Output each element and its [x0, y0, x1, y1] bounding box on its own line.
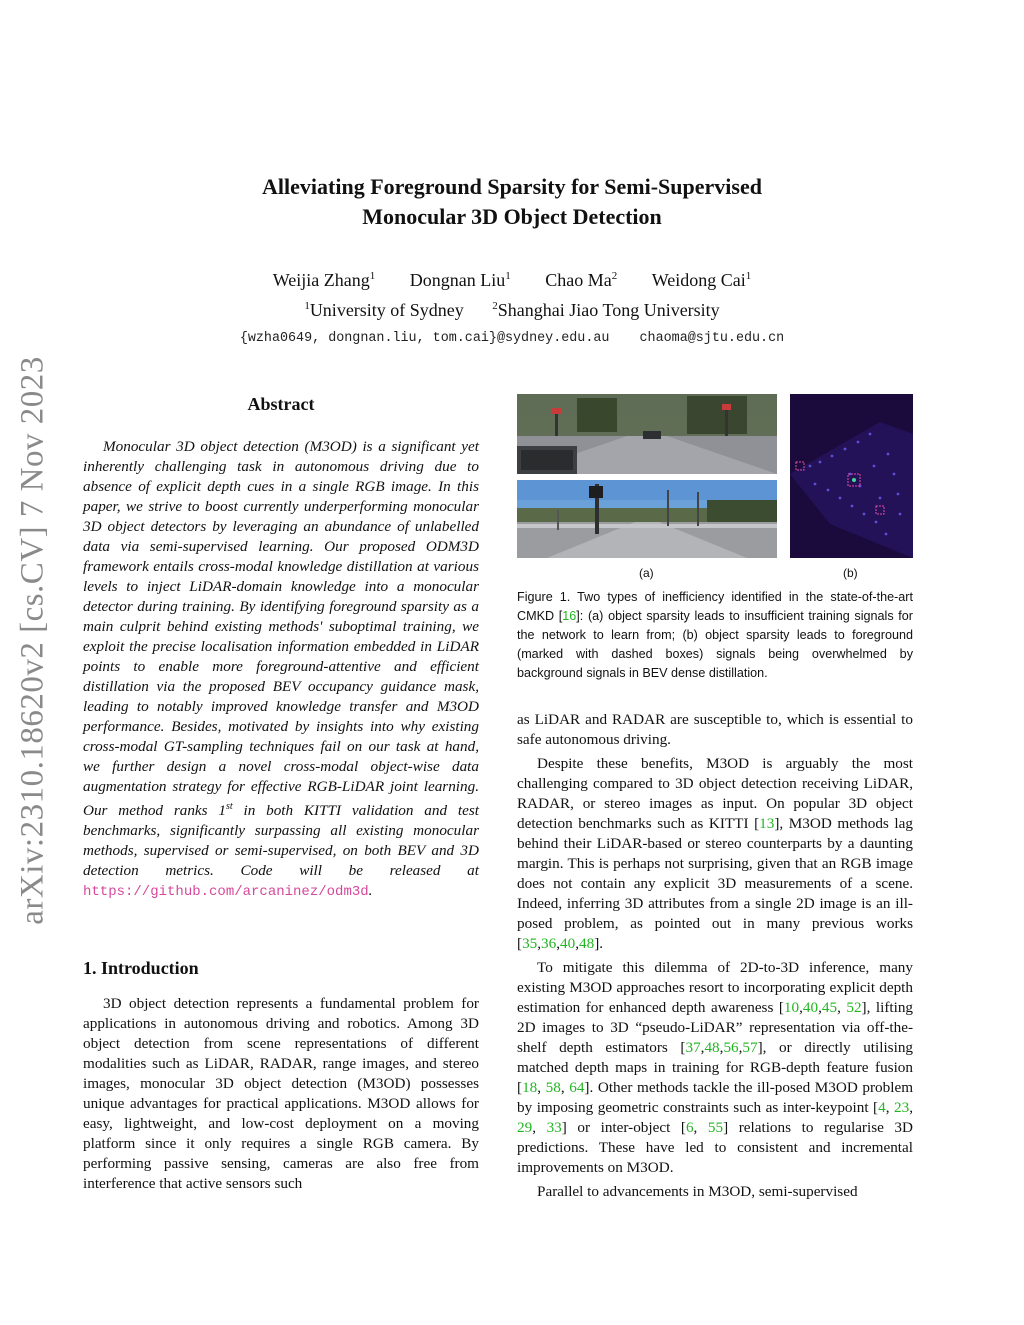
text: ], M3OD methods lag behind their LiDAR-based or stereo counterparts by a daunting margin. This is perhaps not surprising, given that an RGB image does not contain any explicit 3D measurements of a scene. Indeed, inferring 3D attributes from a single 2D image is an ill-posed problem, as pointed out in many previous works [ [517, 815, 913, 952]
author-name: Weidong Cai [651, 270, 746, 290]
citation-link[interactable]: 6 [685, 1119, 694, 1136]
citation-link[interactable]: 52 [846, 999, 862, 1016]
citation-link[interactable]: 40 [560, 935, 576, 952]
right-column-body [517, 710, 913, 1206]
affiliation-name: University of Sydney [309, 300, 464, 320]
citation-link[interactable]: 13 [759, 815, 775, 832]
affiliation [492, 300, 719, 320]
title-line-1: Alleviating Foreground Sparsity for Semi-Supervised [262, 174, 762, 199]
abstract-body: Monocular 3D object detection (M3OD) is a significant yet inherently challenging task in autonomous driving due to absence of explicit depth cues in a single RGB image. In this paper, we strive to boost currently underperforming monocular 3D object detectors by leveraging an abundance of unlabelled data via semi-supervised learning. Our proposed ODM3D framework entails cross-modal knowledge distillation at various levels to inject LiDAR-domain knowledge into a monocular detector during training. By identifying foreground sparsity as a main culprit behind existing methods' suboptimal training, we exploit the precise localisation information embedded in LiDAR points to enable more foreground-attentive and efficient distillation via the proposed BEV occupancy guidance mask, leading to notably improved knowledge transfer and M3OD performance. Besides, motivated by insights into why existing cross-modal GT-sampling techniques fail on our task at hand, we further design a novel cross-modal object-wise data augmentation strategy for effective RGB-LiDAR joint learning. Our method ranks 1 [83, 438, 479, 820]
citation-link[interactable]: 4 [878, 1099, 886, 1116]
text: ] or inter-object [ [561, 1119, 686, 1136]
author-name: Weijia Zhang [272, 270, 370, 290]
author-mark: 2 [611, 270, 618, 282]
title-line-2: Monocular 3D Object Detection [362, 204, 662, 229]
citation-link[interactable]: 35 [522, 935, 538, 952]
caption-text: Figure 1. Two types of inefficiency identified in the state-of-the-art CMKD [ [517, 590, 913, 623]
citation-link[interactable]: 57 [742, 1039, 758, 1056]
citation-link[interactable]: 36 [541, 935, 557, 952]
author-mark: 1 [369, 270, 376, 282]
arxiv-id: arXiv:2310.18620v2 [cs.CV] 7 Nov 2023 [14, 355, 51, 925]
figure-label-a: (a) [639, 566, 654, 580]
author [273, 270, 376, 290]
figure-image-a-top [517, 394, 777, 474]
figure-1 [517, 394, 913, 584]
text: ], or directly utilising matched depth maps in training for RGB-depth feature fusion [ [517, 1039, 914, 1096]
arxiv-stamp [10, 355, 56, 925]
intro-heading: 1. Introduction [83, 958, 199, 978]
email-list [0, 331, 1024, 346]
figure-image-a-bottom [517, 480, 777, 558]
text: ]. [594, 935, 604, 952]
citation-link[interactable]: 33 [546, 1119, 562, 1136]
abstract-text [83, 437, 479, 902]
citation-link[interactable]: 45 [821, 999, 838, 1016]
citation-link[interactable]: 48 [704, 1039, 720, 1056]
author-mark: 1 [745, 270, 752, 282]
text: ], lifting 2D images to 3D “pseudo-LiDAR” representation via off-the-shelf depth estimators [ [517, 999, 914, 1056]
citation-link[interactable]: 37 [685, 1039, 701, 1056]
email: chaoma@sjtu.edu.cn [639, 331, 785, 346]
author-name: Chao Ma [545, 270, 612, 290]
author [410, 270, 511, 290]
author-mark: 1 [505, 270, 511, 282]
affiliation [304, 300, 463, 320]
citation-link[interactable]: 40 [802, 999, 819, 1016]
paragraph: Despite these benefits, M3OD is arguably the most challenging compared to 3D object detection receiving LiDAR, RADAR, or stereo images as input. On popular 3D object detection benchmarks such as KITTI [13], M3OD methods lag behind their LiDAR-based or stereo counterparts by a daunting margin. This is perhaps not surprising, given that an RGB image does not contain any explicit 3D measurements of a scene. Indeed, inferring 3D attributes from a single 2D image is an ill-posed problem, as pointed out in many previous works [35,36,40,48]. [517, 755, 913, 952]
citation-link[interactable]: 58 [545, 1079, 561, 1096]
text: ]. Other methods tackle the ill-posed M3OD problem by imposing geometric constraints such as inter-keypoint [ [517, 1079, 914, 1116]
text: Despite these benefits, M3OD is arguably the most challenging compared to 3D object detection receiving LiDAR, RADAR, or stereo images as input. On popular 3D object detection benchmarks such as KITTI [ [517, 755, 913, 832]
paper-title [0, 172, 1024, 232]
affiliation-list [0, 300, 1024, 321]
email: {wzha0649, dongnan.liu, tom.cai}@sydney.edu.au [239, 331, 610, 346]
citation-link[interactable]: 48 [579, 935, 595, 952]
affiliation-mark: 2 [492, 300, 498, 312]
abstract-heading: Abstract [247, 394, 315, 414]
author [545, 270, 617, 290]
citation-link[interactable]: 10 [783, 999, 800, 1016]
abstract-body-cont: in both KITTI validation and test benchmarks, significantly surpassing all existing monocular methods, supervised or semi-supervised, on both BEV and 3D detection metrics. Code will be released at [83, 802, 479, 880]
bev-lidar-image [790, 394, 913, 558]
text: ] relations to regularise 3D predictions. These have led to consistent and incremental improvements on M3OD. [517, 1119, 913, 1176]
citation-link[interactable]: 23 [894, 1099, 910, 1116]
figure-image-b [790, 394, 913, 558]
citation-link[interactable]: 16 [562, 609, 577, 623]
figure-caption [517, 588, 913, 683]
paragraph: Parallel to advancements in M3OD, semi-supervised [537, 1183, 858, 1200]
road-scene-top-image [517, 394, 777, 474]
abstract-superscript: st [225, 801, 233, 812]
affiliation-mark: 1 [304, 300, 310, 312]
caption-text-cont: ]: (a) object sparsity leads to insufficient training signals for the network to learn from; (b) object sparsity leads to foreground (marked with dashed boxes) signals being overwhelmed by background signals in BEV dense distillation. [517, 609, 914, 680]
affiliation-name: Shanghai Jiao Tong University [497, 300, 720, 320]
author-name: Dongnan Liu [409, 270, 506, 290]
citation-link[interactable]: 64 [569, 1079, 585, 1096]
figure-label-b: (b) [843, 566, 858, 580]
code-link[interactable]: https://github.com/arcaninez/odm3d [83, 884, 369, 901]
paragraph: as LiDAR and RADAR are susceptible to, which is essential to safe autonomous driving. [517, 711, 913, 748]
citation-link[interactable]: 55 [707, 1119, 724, 1136]
author-list [0, 270, 1024, 291]
citation-link[interactable]: 29 [517, 1119, 533, 1136]
paragraph: To mitigate this dilemma of 2D-to-3D inference, many existing M3OD approaches resort to incorporating explicit depth estimation for enhanced depth awareness [10,40,45, 52], lifting 2D images to 3D “pseudo-LiDAR” representation via off-the-shelf depth estimators [37,48,56,57], or directly utilising matched depth maps in training for RGB-depth feature fusion [18, 58, 64]. Other methods tackle the ill-posed M3OD problem by imposing geometric constraints such as inter-keypoint [4, 23, 29, 33] or inter-object [6, 55] relations to regularise 3D predictions. These have led to consistent and incremental improvements on M3OD. [517, 959, 914, 1176]
author [652, 270, 752, 290]
abstract-end: . [368, 882, 373, 900]
citation-link[interactable]: 56 [723, 1039, 739, 1056]
intro-paragraph: 3D object detection represents a fundamental problem for applications in autonomous driving and robotics. Among 3D object detection from scene representations of different modalities such as LiDAR, RADAR, range images, and stereo images, monocular 3D object detection (M3OD) possesses unique advantages for practical applications. M3OD allows for easy, lightweight, and low-cost deployment on a moving platform since it only requires a single RGB camera. By performing passive sensing, cameras are also free from interference that active sensors such [83, 995, 479, 1192]
citation-link[interactable]: 18 [522, 1079, 538, 1096]
road-scene-bottom-image [517, 480, 777, 558]
text: To mitigate this dilemma of 2D-to-3D inference, many existing M3OD approaches resort to incorporating explicit depth estimation for enhanced depth awareness [ [517, 959, 913, 1016]
